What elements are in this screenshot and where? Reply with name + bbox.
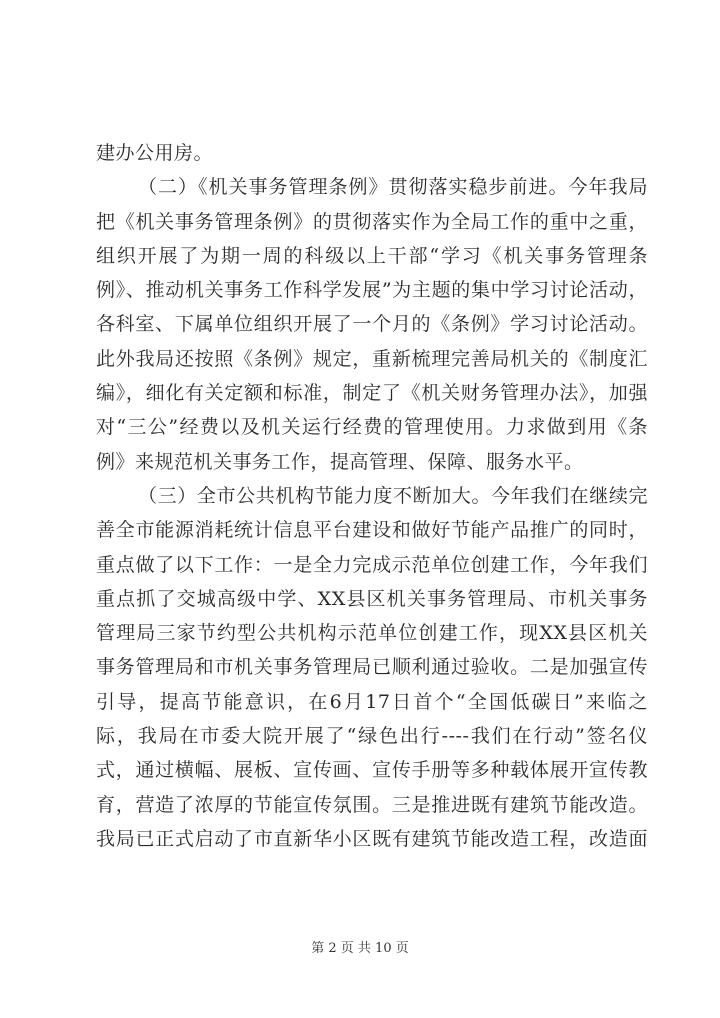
text-line: 际，我局在市委大院开展了“绿色出行----我们在行动”签名仪 xyxy=(96,725,648,748)
text-line: 管理局三家节约型公共机构示范单位创建工作，现XX县区机关 xyxy=(96,622,648,645)
text-line: 重点抓了交城高级中学、XX县区机关事务管理局、市机关事务 xyxy=(96,587,648,610)
text-line: 育，营造了浓厚的节能宣传氛围。三是推进既有建筑节能改造。 xyxy=(96,793,648,816)
text-line: 我局已正式启动了市直新华小区既有建筑节能改造工程，改造面 xyxy=(96,827,648,850)
text-line: 建办公用房。 xyxy=(96,142,214,164)
text-line: 把《机关事务管理条例》的贯彻落实作为全局工作的重中之重， xyxy=(96,210,648,233)
text-line: 事务管理局和市机关事务管理局已顺利通过验收。二是加强宣传 xyxy=(96,656,648,679)
text-line: 组织开展了为期一周的科级以上干部“学习《机关事务管理条 xyxy=(96,244,648,267)
text-line: 例》、推动机关事务工作科学发展”为主题的集中学习讨论活动， xyxy=(96,279,648,302)
page-footer: 第 2 页 共 10 页 xyxy=(311,941,409,956)
text-line: （二）《机关事务管理条例》贯彻落实稳步前进。今年我局 xyxy=(138,176,648,199)
text-line: 善全市能源消耗统计信息平台建设和做好节能产品推广的同时， xyxy=(96,519,648,542)
text-line: 式，通过横幅、展板、宣传画、宣传手册等多种载体展开宣传教 xyxy=(96,759,648,782)
text-line: 对“三公”经费以及机关运行经费的管理使用。力求做到用《条 xyxy=(96,416,648,439)
text-line: （三）全市公共机构节能力度不断加大。今年我们在继续完 xyxy=(138,484,648,507)
text-line: 各科室、下属单位组织开展了一个月的《条例》学习讨论活动。 xyxy=(96,313,648,336)
body-text xyxy=(96,136,648,856)
text-line: 引导，提高节能意识，在6月17日首个“全国低碳日”来临之 xyxy=(96,690,648,713)
text-line: 编》，细化有关定额和标准，制定了《机关财务管理办法》，加强 xyxy=(96,382,648,405)
text-line: 例》来规范机关事务工作，提高管理、保障、服务水平。 xyxy=(96,450,584,473)
text-line: 此外我局还按照《条例》规定，重新梳理完善局机关的《制度汇 xyxy=(96,347,648,370)
text-line: 重点做了以下工作：一是全力完成示范单位创建工作，今年我们 xyxy=(96,553,648,576)
